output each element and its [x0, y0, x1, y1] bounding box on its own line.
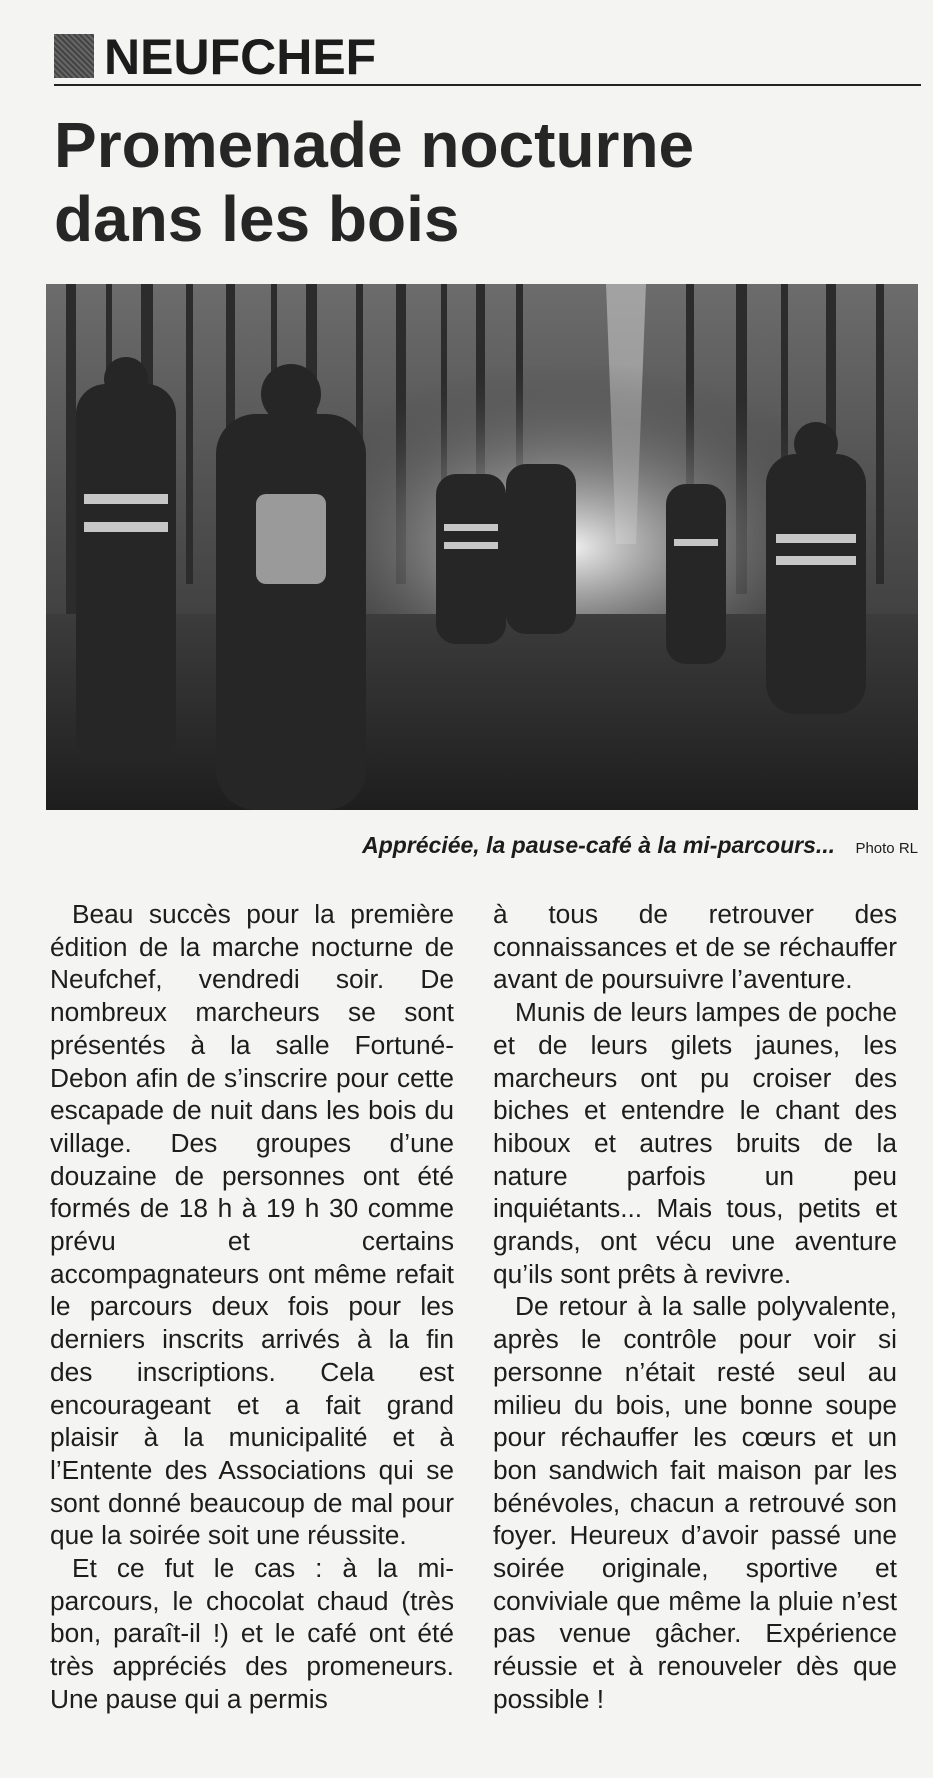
- section-name: NEUFCHEF: [104, 29, 377, 85]
- section-header: [54, 26, 921, 86]
- headline-line-2: dans les bois: [54, 183, 460, 255]
- article-column-right: [493, 898, 897, 1716]
- forest-night-walk-photo-icon: [46, 284, 918, 810]
- paragraph: à tous de retrouver des connaissances et de se réchauffer avant de poursuivre l’aventure.: [493, 899, 897, 995]
- headline-line-1: Promenade nocturne: [54, 109, 695, 181]
- paragraph: Beau succès pour la première édition de la marche nocturne de Neufchef, vendredi soir. De nombreux marcheurs se sont présentés à la salle Fortuné-Debon afin de s’inscrire pour cette escapade de nuit dans les bois du village. Des groupes d’une douzaine de personnes ont été formés de 18 h à 19 h 30 comme prévu et certains accompagnateurs ont même refait le parcours deux fois pour les derniers inscrits arrivés à la fin des inscriptions. Cela est encourageant et a fait grand plaisir à la municipalité et à l’Entente des Associations qui se sont donné beaucoup de mal pour que la soirée soit une réussite.: [50, 899, 454, 1551]
- photo-caption: [46, 830, 918, 860]
- section-marker-icon: [54, 34, 94, 78]
- article-photo: [46, 284, 918, 810]
- paragraph: Munis de leurs lampes de poche et de leurs gilets jaunes, les marcheurs ont pu croiser des biches et entendre le chant des hiboux et autres bruits de la nature parfois un peu inquiétants... Mais tous, petits et grands, ont vécu une aventure qu’ils sont prêts à revivre.: [493, 997, 897, 1289]
- caption-text: Appréciée, la pause-café à la mi-parcours...: [362, 832, 836, 858]
- article-headline: [54, 108, 914, 256]
- paragraph: Et ce fut le cas : à la mi-parcours, le chocolat chaud (très bon, paraît-il !) et le café ont été très appréciés des promeneurs. Une pause qui a permis: [50, 1553, 454, 1714]
- photo-credit: Photo RL: [855, 840, 918, 857]
- paragraph: De retour à la salle polyvalente, après le contrôle pour voir si personne n’était resté seul au milieu du bois, une bonne soupe pour réchauffer les cœurs et un bon sandwich fait maison par les bénévoles, chacun a retrouvé son foyer. Heureux d’avoir passé une soirée originale, sportive et conviviale que même la pluie n’est pas venue gâcher. Expérience réussie et à renouveler dès que possible !: [493, 1291, 897, 1714]
- article-column-left: [50, 898, 454, 1716]
